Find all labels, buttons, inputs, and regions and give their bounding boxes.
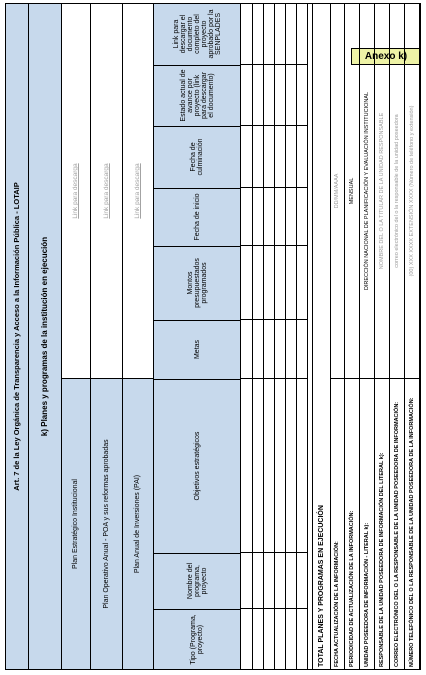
- table-row: [297, 4, 308, 669]
- table-subtitle: k) Planes y programas de la institución en ejecución: [29, 4, 62, 669]
- plan-row: [62, 4, 91, 669]
- table-cell: [297, 245, 308, 246]
- table-cell: [275, 187, 286, 188]
- footer-value: MENSUAL: [349, 177, 355, 205]
- table-cell: [253, 125, 264, 126]
- table-row: [241, 4, 253, 669]
- table-title: Art. 7 de la Ley Orgánica de Transparencia y Acceso a la Información Pública - LOTAIP: [6, 4, 29, 669]
- column-header-row: [154, 4, 241, 669]
- table-cell: [275, 378, 286, 379]
- table-cell: [286, 552, 297, 553]
- footer-row: [405, 4, 420, 669]
- footer-divider: [375, 378, 390, 379]
- footer-row: [330, 4, 345, 669]
- table-cell: [264, 608, 275, 609]
- footer-row: [375, 4, 390, 669]
- table-cell: [253, 64, 264, 65]
- table-cell: [275, 64, 286, 65]
- lotaip-sheet: [5, 3, 421, 670]
- footer-label: NÚMERO TELEFÓNICO DEL O LA RESPONSABLE DE LA UNIDAD POSEEDORA DE LA INFORMACIÓN:: [409, 397, 415, 667]
- table-cell: [286, 378, 297, 379]
- table-cell: [241, 245, 253, 246]
- table-cell: [253, 319, 264, 320]
- table-cell: [297, 552, 308, 553]
- table-cell: [286, 125, 297, 126]
- table-row: [253, 4, 264, 669]
- table-cell: [264, 245, 275, 246]
- table-cell: [275, 552, 286, 553]
- table-cell: [286, 245, 297, 246]
- table-cell: [275, 125, 286, 126]
- plan-row: [123, 4, 154, 669]
- col-header-estado: Estado actual de avance por proyecto (link para descargar el documento): [154, 65, 240, 125]
- plan-label: Plan Anual de Inversiones (PAI): [123, 378, 153, 669]
- footer-divider: [405, 378, 420, 379]
- footer-label: RESPONSABLE DE LA UNIDAD POSEEDORA DE INFORMACIÓN DEL LITERAL k):: [379, 452, 385, 667]
- table-cell: [297, 187, 308, 188]
- footer-value: DIRECCIÓN NACIONAL DE PLANIFICACIÓN Y EVALUACIÓN INSTITUCIONAL: [364, 91, 370, 291]
- footer-value: NOMBRE DEL O LA TITULAR DE LA UNIDAD RESPONSABLE: [379, 112, 385, 270]
- col-header-link-senplades: Link para descargar el documento completo del proyecto aprobado por la SENPLADES: [172, 9, 222, 59]
- footer-label: PERIODICIDAD DE ACTUALIZACIÓN DE LA INFORMACIÓN:: [349, 510, 355, 667]
- footer-row: [345, 4, 360, 669]
- table-cell: [264, 378, 275, 379]
- table-cell: [286, 319, 297, 320]
- total-label: TOTAL PLANES Y PROGRAMAS EN EJECUCIÓN: [318, 505, 325, 667]
- footer-info: [330, 4, 420, 669]
- col-header-fecha-inicio: Fecha de inicio: [154, 188, 240, 245]
- footer-divider: [345, 378, 360, 379]
- table-cell: [241, 608, 253, 609]
- footer-value: (00) XXX XXXX EXTENSIÓN XXXX (Número de teléfono y extensión): [409, 105, 415, 277]
- table-cell: [286, 187, 297, 188]
- table-cell: [275, 319, 286, 320]
- col-header-nombre: Nombre del programa, proyecto: [154, 553, 240, 608]
- table-cell: [275, 245, 286, 246]
- table-row: [286, 4, 297, 669]
- col-header-metas: Metas: [154, 320, 240, 378]
- table-cell: [264, 552, 275, 553]
- table-cell: [297, 378, 308, 379]
- plan-link[interactable]: Link para descarga: [103, 163, 110, 219]
- footer-row: [390, 4, 405, 669]
- col-header-tipo: Tipo (Programa, proyecto): [154, 609, 240, 669]
- plan-row: [91, 4, 123, 669]
- plan-link[interactable]: Link para descarga: [134, 163, 141, 219]
- plan-link[interactable]: Link para descarga: [72, 163, 79, 219]
- table-cell: [241, 378, 253, 379]
- table-cell: [264, 64, 275, 65]
- table-cell: [241, 187, 253, 188]
- total-row: [312, 4, 331, 669]
- table-cell: [253, 552, 264, 553]
- table-cell: [241, 552, 253, 553]
- plan-label: Plan Operativo Anual - POA y sus reformas aprobadas: [91, 378, 122, 669]
- table-row: [264, 4, 275, 669]
- table-cell: [241, 125, 253, 126]
- table-cell: [264, 319, 275, 320]
- footer-value: correo electrónico del o la responsable de la unidad poseedora: [394, 114, 400, 268]
- plan-label: Plan Estratégico Institucional: [62, 378, 90, 669]
- anexo-label: Anexo k): [351, 48, 421, 65]
- table-cell: [253, 245, 264, 246]
- footer-row: [360, 4, 375, 669]
- table-cell: [253, 378, 264, 379]
- table-cell: [264, 187, 275, 188]
- col-header-objetivos: Objetivos estratégicos: [154, 379, 240, 552]
- table-cell: [275, 608, 286, 609]
- table-cell: [253, 187, 264, 188]
- footer-label: CORREO ELECTRÓNICO DEL O LA RESPONSABLE DE LA UNIDAD POSEEDORA DE INFORMACIÓN:: [394, 401, 400, 667]
- footer-label: UNIDAD POSEEDORA DE INFORMACIÓN - LITERAL k):: [364, 522, 370, 667]
- footer-divider: [390, 378, 405, 379]
- table-cell: [264, 125, 275, 126]
- table-cell: [241, 319, 253, 320]
- footer-divider: [360, 378, 375, 379]
- table-cell: [286, 608, 297, 609]
- col-header-fecha-culminacion: Fecha de culminación: [154, 126, 240, 187]
- footer-divider: [330, 378, 345, 379]
- table-cell: [241, 64, 253, 65]
- footer-label: FECHA ACTUALIZACIÓN DE LA INFORMACIÓN:: [334, 541, 340, 667]
- table-cell: [297, 64, 308, 65]
- table-cell: [286, 64, 297, 65]
- table-cell: [297, 319, 308, 320]
- footer-value: DD/MM/AAAA: [334, 173, 340, 209]
- data-rows: [241, 4, 311, 669]
- col-header-montos: Montos presupuestados programados: [154, 246, 240, 319]
- table-cell: [253, 608, 264, 609]
- table-row: [275, 4, 286, 669]
- table-cell: [297, 125, 308, 126]
- table-cell: [297, 608, 308, 609]
